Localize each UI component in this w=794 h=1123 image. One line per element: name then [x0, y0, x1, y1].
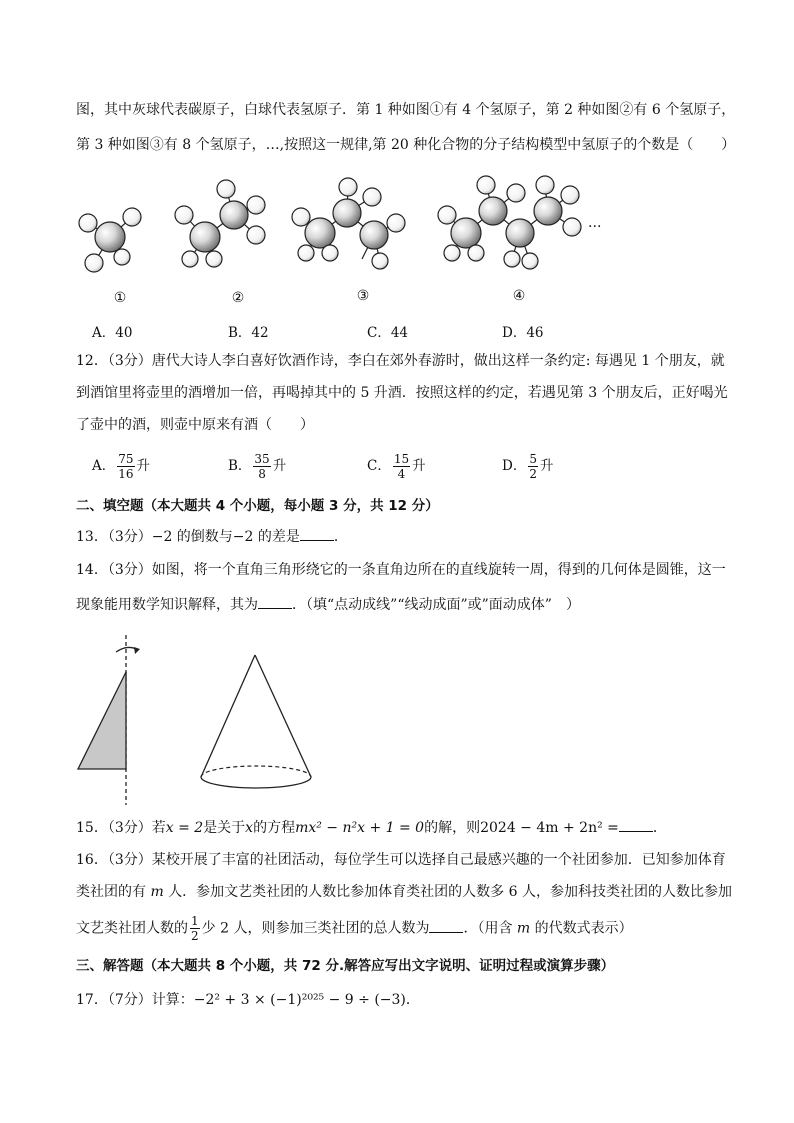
q11-option-a: A．40 — [92, 325, 133, 341]
section-3-heading: 三、解答题（本大题共 8 个小题，共 72 分.解答应写出文字说明、证明过程或演算步骤） — [76, 958, 615, 974]
figure-label-3: ③ — [356, 288, 370, 304]
cone-right-edge — [255, 655, 311, 777]
q12-option-c: C． $\frac{15}{4}$ 升 — [367, 452, 426, 481]
q15-answer-blank — [619, 819, 653, 832]
q11-intro-line1: 图，其中灰球代表碳原子，白球代表氢原子．第 1 种如图①有 4 个氢原子，第 2 种如图②有 6 个氢原子， — [76, 102, 736, 118]
molecule-4 — [438, 176, 581, 269]
cone-base-front — [201, 777, 311, 788]
q16-line3: 文艺类社团人数的 $\frac{1}{2}$ 少 2 人，则参加三类社团的总人数为 ．（用含 m 的代数式表示） — [76, 914, 633, 943]
right-triangle — [78, 672, 126, 769]
q12-line2: 到酒馆里将壶里的酒增加一倍，再喝掉其中的 5 升酒．按照这样的约定，若遇见第 3 个朋友后，正好喝光 — [76, 385, 728, 401]
q12-line3: 了壶中的酒，则壶中原来有酒（ ） — [76, 417, 314, 433]
figure-label-1: ① — [113, 290, 127, 306]
cone-base-back — [201, 766, 311, 777]
q13-text: 13．（3分）−2 的倒数与−2 的差是 ． — [76, 529, 348, 545]
q15-text: 15．（3分）若x = 2是关于x的方程mx² − n²x + 1 = 0的解，则2024 − 4m + 2n² = ． — [76, 820, 667, 836]
q16-answer-blank — [429, 920, 463, 933]
q11-option-d: D．46 — [502, 325, 544, 341]
q14-line2: 现象能用数学知识解释，其为 ．（填“点动成线”“线动成面”或”面动成体” ） — [76, 597, 580, 613]
section-2-heading: 二、填空题（本大题共 4 个小题，每小题 3 分，共 12 分） — [76, 498, 439, 514]
figure-label-4: ④ — [512, 288, 526, 304]
cone-left-edge — [201, 655, 255, 777]
q12-line1: 12．（3分）唐代大诗人李白喜好饮酒作诗，李白在郊外春游时，做出这样一条约定: 每遇见 1 个朋友，就 — [76, 353, 725, 369]
q14-answer-blank — [258, 596, 292, 609]
triangle-cone-figure — [0, 630, 794, 810]
q16-line2: 类社团的有 m 人．参加文艺类社团的人数比参加体育类社团的人数多 6 人，参加科技类社团的人数比参加 — [76, 884, 732, 900]
q12-option-b: B． $\frac{35}{8}$ 升 — [228, 452, 287, 481]
q12-option-d: D． $\frac{5}{2}$ 升 — [502, 452, 554, 481]
q16-line1: 16．（3分）某校开展了丰富的社团活动，每位学生可以选择自己最感兴趣的一个社团参加．已知参加体育 — [76, 852, 726, 868]
figure-label-2: ② — [231, 290, 245, 306]
q11-option-b: B．42 — [228, 325, 269, 341]
molecule-1 — [79, 208, 141, 272]
molecule-3 — [292, 178, 405, 269]
molecule-2 — [175, 180, 265, 267]
q14-line1: 14．（3分）如图，将一个直角三角形绕它的一条直角边所在的直线旋转一周，得到的几何体是圆锥，这一 — [76, 562, 726, 578]
q17-text: 17．（7分）计算：−2² + 3 × (−1)²⁰²⁵ − 9 ÷ (−3)． — [76, 992, 420, 1008]
q13-answer-blank — [300, 528, 334, 541]
q11-intro-line2: 第 3 种如图③有 8 个氢原子，…,按照这一规律,第 20 种化合物的分子结构模型中氢原子的个数是（ ） — [76, 137, 736, 153]
q12-option-a: A． $\frac{75}{16}$ 升 — [92, 452, 151, 481]
molecule-ellipsis: … — [588, 215, 602, 231]
q11-option-c: C．44 — [367, 325, 409, 341]
molecule-figures — [0, 175, 794, 285]
